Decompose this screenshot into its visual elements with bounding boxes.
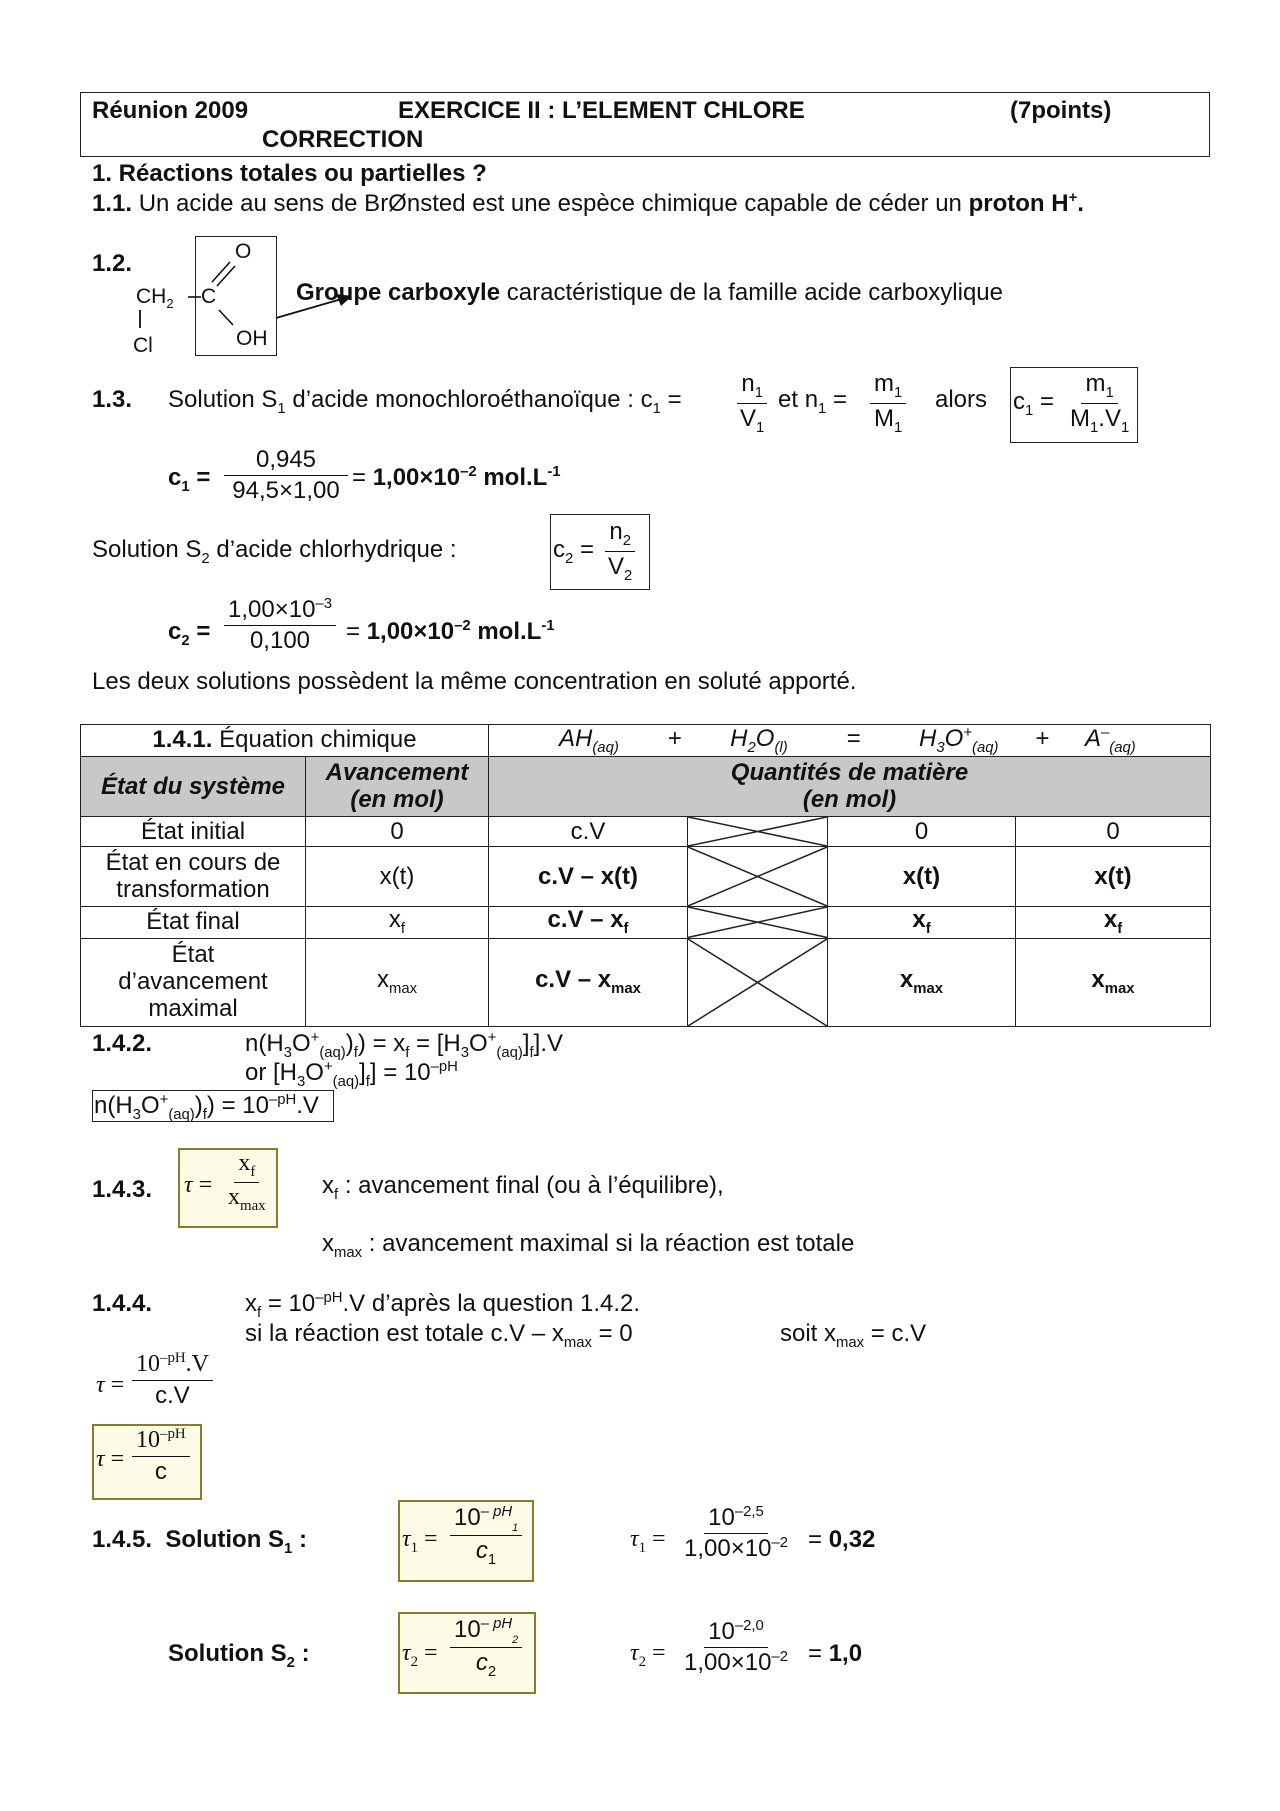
fraction-c2-calc: $\frac{1,00\times 10^{-3}}{0,100}$ — [220, 596, 340, 654]
state-final: État final — [81, 907, 306, 938]
tau1-result: = 0,32 — [808, 1526, 876, 1553]
header-correction: CORRECTION — [262, 126, 424, 153]
water-cell-crossed — [688, 847, 828, 907]
q144-soit: soit $x_{max} = c.V$ — [780, 1320, 927, 1351]
fraction-tau1-value: $\frac{10^{-2,5}}{1,00\times 10^{-2}}$ — [684, 1504, 788, 1562]
table-row — [81, 907, 1211, 938]
header-etat: État du système — [81, 757, 306, 817]
solution-s2-text: Solution $S_2$ d’acide chlorhydrique : — [92, 536, 457, 567]
xmax-description: $x_{max}$ : avancement maximal si la réaction est totale — [322, 1230, 855, 1261]
advancement-table — [80, 724, 1211, 1027]
table-row — [81, 847, 1211, 907]
header-points: (7points) — [1010, 97, 1112, 124]
fraction-tau-c: $\frac{10^{-pH}}{c}$ — [128, 1426, 194, 1485]
et-text: et $n_1$ = — [778, 386, 848, 417]
a-max: $x_{max}$ — [1016, 938, 1211, 1026]
fraction-m1-M1: $\frac{m_1}{M_1}$ — [866, 370, 910, 437]
formula-c: C — [201, 285, 217, 308]
fraction-tau2-value: $\frac{10^{-2,0}}{1,00\times 10^{-2}}$ — [684, 1618, 788, 1676]
tau-symbol-3: τ = — [96, 1446, 125, 1472]
tau2-symbol: $\tau_2$ = — [402, 1640, 438, 1670]
bond-c-o-1 — [212, 262, 230, 282]
bond-c-oh — [219, 310, 233, 325]
formula-oh: OH — [236, 327, 268, 350]
question-1-4-4-number: 1.4.4. — [92, 1290, 153, 1317]
water-cell-crossed — [688, 907, 828, 938]
a-intermediate: x(t) — [1016, 847, 1211, 907]
header-quantites: Quantités de matière (en mol) — [489, 757, 1211, 817]
alors-text: alors — [935, 386, 988, 413]
fraction-m1-M1V1: $\frac{m_1}{M_1.V_1}$ — [1070, 370, 1130, 436]
c2-calc-lhs: $c_2$ = — [168, 618, 211, 649]
equation-row — [81, 725, 1211, 757]
ah-intermediate: c.V – x(t) — [489, 847, 688, 907]
a-initial: 0 — [1016, 817, 1211, 847]
c2-result: = $1,00\times 10^{-2}$ $mol.L^{-1}$ — [346, 618, 555, 645]
h3o-max: $x_{max}$ — [828, 938, 1016, 1026]
question-1-4-2-number: 1.4.2. — [92, 1030, 153, 1057]
state-max: État d’avancement maximal — [81, 938, 306, 1026]
question-1-4-5-s2: Solution $S_2$ : — [168, 1640, 310, 1671]
solution-s1-text: Solution $S_1$ d’acide monochloroéthanoïque : $c_1$ = — [168, 386, 682, 417]
x-max: $x_{max}$ — [306, 938, 489, 1026]
table-row — [81, 938, 1211, 1026]
tau2-result: = 1,0 — [808, 1640, 863, 1667]
x-intermediate: x(t) — [306, 847, 489, 907]
question-1-2-number: 1.2. — [92, 250, 133, 277]
tau1-symbol: $\tau_1$ = — [402, 1526, 438, 1556]
formula-ch2: $CH_2$ — [136, 285, 174, 312]
ah-max: $c.V - x_{max}$ — [489, 938, 688, 1026]
chemical-equation: $AH_{(aq)} + H_2O_{(l)} = H_3O^+_{(aq)} + A^-_{(aq)}$ — [489, 725, 1211, 757]
h3o-initial: 0 — [828, 817, 1016, 847]
question-1-4-3-number: 1.4.3. — [92, 1176, 153, 1203]
h3o-final: $x_f$ — [828, 907, 1016, 938]
water-cell-crossed — [688, 938, 828, 1026]
state-initial: État initial — [81, 817, 306, 847]
q142-line2: or $[H_3O^+_{(aq)}]_f] = 10^{-pH}$ — [245, 1059, 458, 1090]
xf-description: $x_f$ : avancement final (ou à l’équilibre), — [322, 1172, 724, 1203]
tau-symbol-2: τ = — [96, 1372, 125, 1398]
concentration-conclusion: Les deux solutions possèdent la même concentration en soluté apporté. — [92, 668, 857, 695]
equation-label: 1.4.1. Équation chimique — [81, 725, 489, 757]
c1-calc-lhs: $c_1$ = — [168, 464, 211, 495]
c2-box-lhs: $c_2$ = — [553, 536, 594, 567]
fraction-xf-xmax: $\frac{x_f}{x_{max}}$ — [228, 1150, 266, 1214]
header-exercise: EXERCICE II : L’ELEMENT CHLORE — [398, 97, 805, 124]
c1-box-lhs: $c_1$ = — [1013, 388, 1054, 419]
c1-result: = $1,00\times 10^{-2}$ $mol.L^{-1}$ — [352, 464, 561, 491]
header-avancement: Avancement (en mol) — [306, 757, 489, 817]
table-header-row — [81, 757, 1211, 817]
fraction-n2-v2: $\frac{n_2}{V_2}$ — [600, 518, 640, 585]
water-cell-crossed — [688, 817, 828, 847]
section-1-title: 1. Réactions totales ou partielles ? — [92, 160, 487, 187]
fraction-n1-v1: $\frac{n_1}{V_1}$ — [732, 370, 772, 437]
fraction-tau-cv: $\frac{10^{-pH}.V}{c.V}$ — [128, 1350, 217, 1409]
tau1-value-symbol: $\tau_1$ = — [630, 1526, 666, 1556]
bond-c-o-2 — [217, 266, 235, 286]
q144-line2: si la réaction est totale $c.V - x_{max} = 0$ — [245, 1320, 633, 1351]
h3o-intermediate: x(t) — [828, 847, 1016, 907]
q144-line1: $x_f = 10^{-pH}.V$ d’après la question 1.4.2. — [245, 1290, 641, 1321]
ah-initial: c.V — [489, 817, 688, 847]
tau-symbol: τ = — [184, 1172, 213, 1198]
table-row — [81, 817, 1211, 847]
fraction-tau1: $\frac{10^{- pH}_1}{c_1}$ — [446, 1504, 526, 1569]
question-1-3-number: 1.3. — [92, 386, 133, 413]
a-final: $x_f$ — [1016, 907, 1211, 938]
ah-final: $c.V - x_f$ — [489, 907, 688, 938]
x-final: $x_f$ — [306, 907, 489, 938]
q142-line1: $n(H_3O^+_{(aq)})_f) = x_f = [H_3O^+_{(aq)}]_f].V$ — [245, 1030, 563, 1061]
question-1-1: 1.1. Un acide au sens de BrØnsted est une espèce chimique capable de céder un proton H+. — [92, 190, 1084, 217]
formula-cl: Cl — [133, 334, 153, 357]
fraction-c1-calc: $\frac{0,945}{94,5\times 1,00}$ — [220, 446, 352, 504]
question-1-4-5-s1: 1.4.5. Solution $S_1$ : — [92, 1526, 307, 1557]
q142-result: $n(H_3O^+_{(aq)})_f) = 10^{-pH}.V$ — [94, 1092, 319, 1123]
tau2-value-symbol: $\tau_2$ = — [630, 1640, 666, 1670]
header-source: Réunion 2009 — [92, 97, 249, 124]
state-intermediate: État en cours de transformation — [81, 847, 306, 907]
fraction-tau2: $\frac{10^{- pH}_2}{c_2}$ — [446, 1616, 526, 1681]
x-initial: 0 — [306, 817, 489, 847]
formula-o: O — [235, 240, 252, 263]
carboxyl-description: Groupe carboxyle caractéristique de la famille acide carboxylique — [296, 279, 1004, 306]
